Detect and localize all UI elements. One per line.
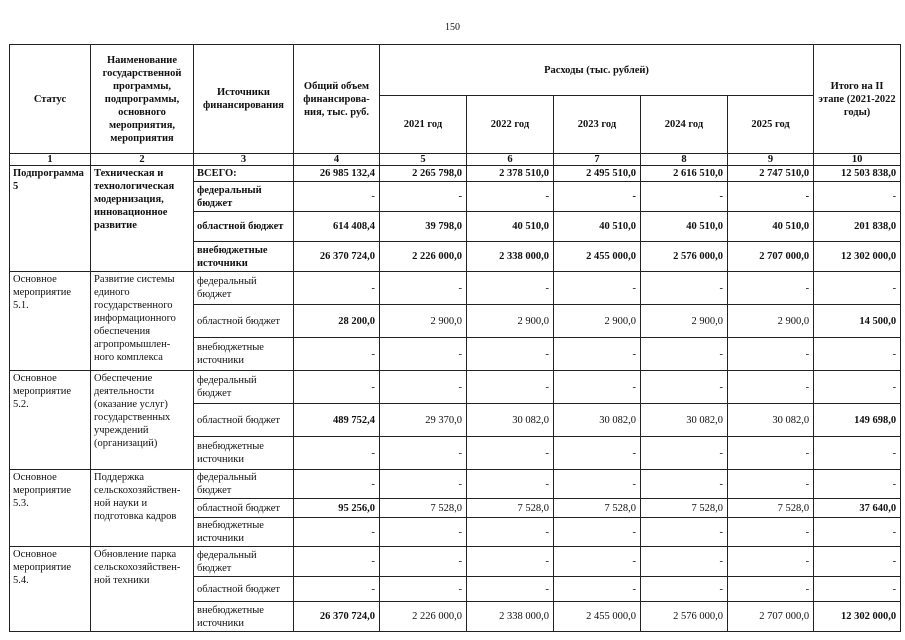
year-value-cell: - <box>641 182 728 212</box>
header-year-1: 2021 год <box>380 96 467 154</box>
year-value-cell: 7 528,0 <box>728 499 814 518</box>
year-value-cell: 2 707 000,0 <box>728 242 814 272</box>
header-stage-total: Итого на II этапе (2021-2022 годы) <box>814 45 901 154</box>
column-index-5: 5 <box>380 154 467 166</box>
column-index-7: 7 <box>554 154 641 166</box>
source-cell: федеральный бюджет <box>194 547 294 577</box>
table-row <box>10 547 901 577</box>
total-cell: 614 408,4 <box>294 212 380 242</box>
year-value-cell: - <box>467 437 554 470</box>
year-value-cell: - <box>728 437 814 470</box>
year-value-cell: - <box>554 182 641 212</box>
year-value-cell: 30 082,0 <box>467 404 554 437</box>
year-value-cell: 2 900,0 <box>728 305 814 338</box>
year-value-cell: - <box>641 470 728 499</box>
page-number: 150 <box>445 22 460 33</box>
source-cell: федеральный бюджет <box>194 182 294 212</box>
status-cell: Основное мероприятие 5.2. <box>10 371 91 470</box>
year-value-cell: - <box>728 547 814 577</box>
total-cell: 28 200,0 <box>294 305 380 338</box>
year-value-cell: - <box>380 547 467 577</box>
year-value-cell: - <box>554 272 641 305</box>
year-value-cell: 2 226 000,0 <box>380 602 467 632</box>
year-value-cell: 2 747 510,0 <box>728 166 814 182</box>
financing-table <box>9 44 901 632</box>
header-program-name: Наименование государственной программы, подпрограммы, основного мероприятия, мероприятия <box>91 45 194 154</box>
program-name-cell: Обновление парка сельскохозяйствен-ной техники <box>91 547 194 632</box>
year-value-cell: - <box>554 371 641 404</box>
total-cell: - <box>294 371 380 404</box>
year-value-cell: 2 495 510,0 <box>554 166 641 182</box>
column-index-8: 8 <box>641 154 728 166</box>
total-cell: - <box>294 470 380 499</box>
year-value-cell: - <box>728 518 814 547</box>
stage-total-cell: 14 500,0 <box>814 305 901 338</box>
year-value-cell: - <box>641 518 728 547</box>
stage-total-cell: - <box>814 371 901 404</box>
year-value-cell: 30 082,0 <box>554 404 641 437</box>
year-value-cell: 7 528,0 <box>641 499 728 518</box>
total-cell: - <box>294 182 380 212</box>
year-value-cell: - <box>467 338 554 371</box>
year-value-cell: 2 900,0 <box>467 305 554 338</box>
source-cell: областной бюджет <box>194 577 294 602</box>
total-cell: 26 985 132,4 <box>294 166 380 182</box>
column-index-row <box>10 154 901 166</box>
header-year-3: 2023 год <box>554 96 641 154</box>
total-cell: - <box>294 338 380 371</box>
source-cell: ВСЕГО: <box>194 166 294 182</box>
year-value-cell: - <box>728 470 814 499</box>
year-value-cell: - <box>641 272 728 305</box>
year-value-cell: - <box>641 338 728 371</box>
year-value-cell: 40 510,0 <box>728 212 814 242</box>
year-value-cell: - <box>380 470 467 499</box>
header-total: Общий объем финансирова-ния, тыс. руб. <box>294 45 380 154</box>
year-value-cell: 2 338 000,0 <box>467 602 554 632</box>
table-row <box>10 470 901 499</box>
column-index-9: 9 <box>728 154 814 166</box>
stage-total-cell: - <box>814 272 901 305</box>
status-cell: Основное мероприятие 5.3. <box>10 470 91 547</box>
year-value-cell: - <box>380 338 467 371</box>
year-value-cell: 2 338 000,0 <box>467 242 554 272</box>
stage-total-cell: - <box>814 470 901 499</box>
column-index-4: 4 <box>294 154 380 166</box>
year-value-cell: - <box>554 338 641 371</box>
year-value-cell: 2 378 510,0 <box>467 166 554 182</box>
total-cell: - <box>294 547 380 577</box>
table-header <box>10 45 901 166</box>
year-value-cell: 7 528,0 <box>467 499 554 518</box>
year-value-cell: - <box>554 577 641 602</box>
source-cell: внебюджетные источники <box>194 338 294 371</box>
stage-total-cell: - <box>814 182 901 212</box>
year-value-cell: 2 900,0 <box>380 305 467 338</box>
stage-total-cell: - <box>814 437 901 470</box>
header-sources: Источники финансирования <box>194 45 294 154</box>
year-value-cell: 40 510,0 <box>467 212 554 242</box>
column-index-1: 1 <box>10 154 91 166</box>
year-value-cell: - <box>467 272 554 305</box>
stage-total-cell: - <box>814 338 901 371</box>
source-cell: внебюджетные источники <box>194 518 294 547</box>
total-cell: - <box>294 518 380 547</box>
year-value-cell: - <box>380 577 467 602</box>
column-index-10: 10 <box>814 154 901 166</box>
year-value-cell: - <box>554 437 641 470</box>
total-cell: 489 752,4 <box>294 404 380 437</box>
year-value-cell: - <box>467 518 554 547</box>
header-year-5: 2025 год <box>728 96 814 154</box>
year-value-cell: - <box>554 547 641 577</box>
status-cell: Основное мероприятие 5.4. <box>10 547 91 632</box>
program-name-cell: Поддержка сельскохозяйствен-ной науки и подготовка кадров <box>91 470 194 547</box>
year-value-cell: 2 576 000,0 <box>641 602 728 632</box>
status-cell: Основное мероприятие 5.1. <box>10 272 91 371</box>
year-value-cell: 2 707 000,0 <box>728 602 814 632</box>
year-value-cell: 29 370,0 <box>380 404 467 437</box>
year-value-cell: - <box>641 547 728 577</box>
year-value-cell: - <box>467 182 554 212</box>
year-value-cell: 30 082,0 <box>728 404 814 437</box>
stage-total-cell: - <box>814 518 901 547</box>
program-name-cell: Развитие системы единого государственного информационного обеспечения агропромышлен-ного комплекса <box>91 272 194 371</box>
total-cell: 26 370 724,0 <box>294 602 380 632</box>
stage-total-cell: 12 503 838,0 <box>814 166 901 182</box>
year-value-cell: - <box>728 338 814 371</box>
header-year-2: 2022 год <box>467 96 554 154</box>
stage-total-cell: 12 302 000,0 <box>814 242 901 272</box>
source-cell: внебюджетные источники <box>194 242 294 272</box>
column-index-2: 2 <box>91 154 194 166</box>
source-cell: внебюджетные источники <box>194 437 294 470</box>
total-cell: - <box>294 437 380 470</box>
table-body <box>10 166 901 632</box>
total-cell: 26 370 724,0 <box>294 242 380 272</box>
year-value-cell: 2 455 000,0 <box>554 242 641 272</box>
year-value-cell: 39 798,0 <box>380 212 467 242</box>
year-value-cell: 2 900,0 <box>641 305 728 338</box>
stage-total-cell: 149 698,0 <box>814 404 901 437</box>
column-index-3: 3 <box>194 154 294 166</box>
table-row <box>10 166 901 182</box>
year-value-cell: 2 455 000,0 <box>554 602 641 632</box>
year-value-cell: 2 226 000,0 <box>380 242 467 272</box>
year-value-cell: - <box>380 518 467 547</box>
year-value-cell: - <box>467 547 554 577</box>
source-cell: областной бюджет <box>194 404 294 437</box>
status-cell: Подпрограмма 5 <box>10 166 91 272</box>
year-value-cell: 40 510,0 <box>641 212 728 242</box>
column-index-6: 6 <box>467 154 554 166</box>
year-value-cell: - <box>380 182 467 212</box>
program-name-cell: Техническая и технологическая модернизация, инновационное развитие <box>91 166 194 272</box>
table-row <box>10 272 901 305</box>
header-status: Статус <box>10 45 91 154</box>
stage-total-cell: 201 838,0 <box>814 212 901 242</box>
year-value-cell: - <box>728 272 814 305</box>
year-value-cell: 2 576 000,0 <box>641 242 728 272</box>
header-expenses: Расходы (тыс. рублей) <box>380 45 814 96</box>
year-value-cell: 2 616 510,0 <box>641 166 728 182</box>
stage-total-cell: 37 640,0 <box>814 499 901 518</box>
source-cell: внебюджетные источники <box>194 602 294 632</box>
source-cell: федеральный бюджет <box>194 371 294 404</box>
year-value-cell: - <box>554 518 641 547</box>
year-value-cell: - <box>380 272 467 305</box>
total-cell: - <box>294 272 380 305</box>
total-cell: 95 256,0 <box>294 499 380 518</box>
source-cell: областной бюджет <box>194 305 294 338</box>
source-cell: федеральный бюджет <box>194 470 294 499</box>
stage-total-cell: - <box>814 577 901 602</box>
source-cell: областной бюджет <box>194 212 294 242</box>
year-value-cell: - <box>728 182 814 212</box>
total-cell: - <box>294 577 380 602</box>
year-value-cell: - <box>641 371 728 404</box>
table-row <box>10 371 901 404</box>
stage-total-cell: 12 302 000,0 <box>814 602 901 632</box>
year-value-cell: - <box>467 577 554 602</box>
year-value-cell: 30 082,0 <box>641 404 728 437</box>
year-value-cell: - <box>554 470 641 499</box>
year-value-cell: - <box>728 371 814 404</box>
program-name-cell: Обеспечение деятельности (оказание услуг) государственных учреждений (организаций) <box>91 371 194 470</box>
year-value-cell: 40 510,0 <box>554 212 641 242</box>
year-value-cell: - <box>380 371 467 404</box>
source-cell: областной бюджет <box>194 499 294 518</box>
source-cell: федеральный бюджет <box>194 272 294 305</box>
year-value-cell: 7 528,0 <box>554 499 641 518</box>
stage-total-cell: - <box>814 547 901 577</box>
year-value-cell: 2 900,0 <box>554 305 641 338</box>
year-value-cell: - <box>641 437 728 470</box>
year-value-cell: - <box>728 577 814 602</box>
year-value-cell: - <box>641 577 728 602</box>
year-value-cell: 7 528,0 <box>380 499 467 518</box>
year-value-cell: - <box>467 470 554 499</box>
year-value-cell: - <box>380 437 467 470</box>
year-value-cell: - <box>467 371 554 404</box>
year-value-cell: 2 265 798,0 <box>380 166 467 182</box>
header-year-4: 2024 год <box>641 96 728 154</box>
